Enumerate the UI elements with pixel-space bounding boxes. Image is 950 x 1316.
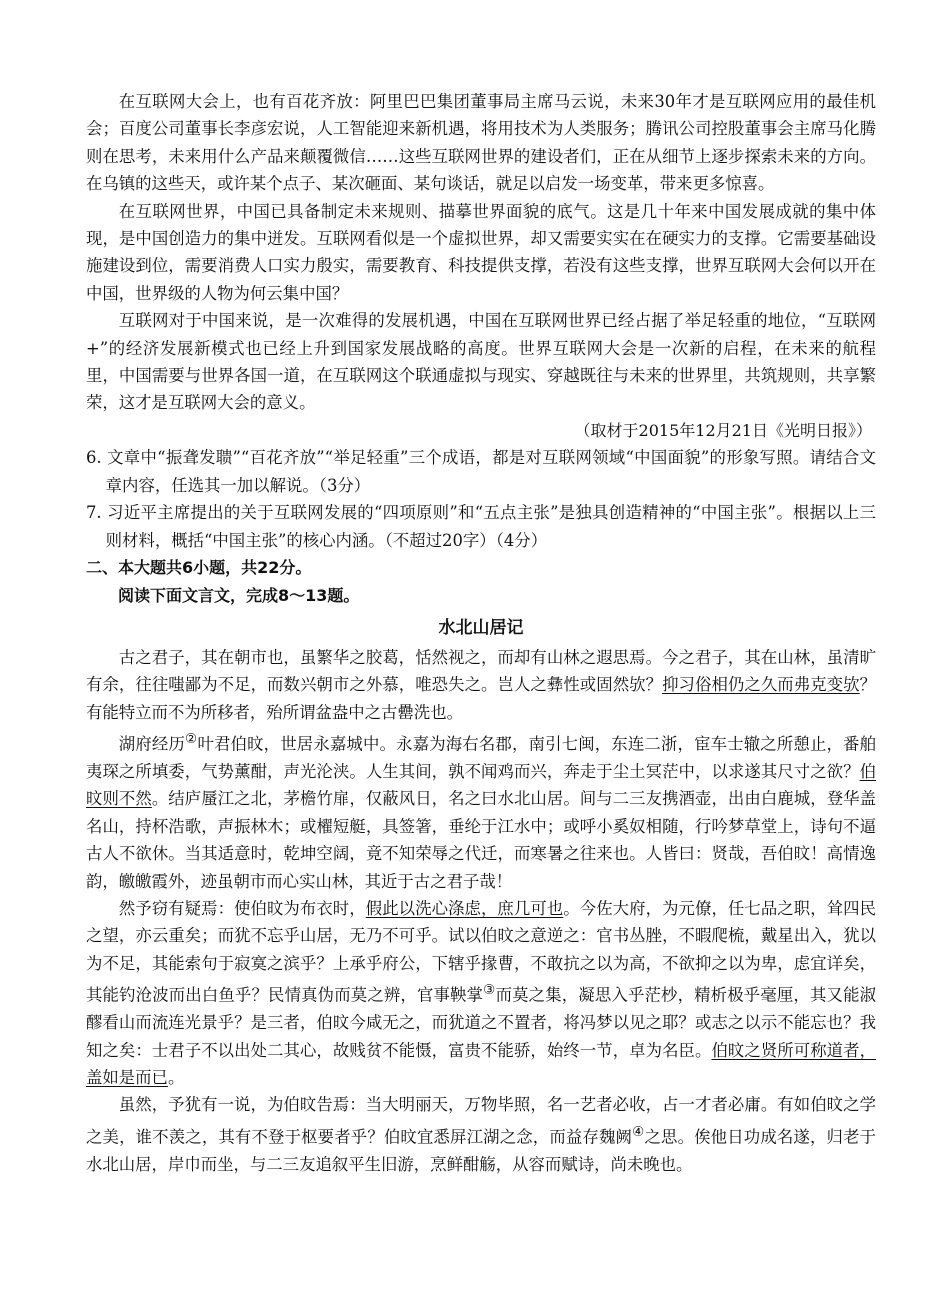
footnote-marker: ③ <box>483 982 496 999</box>
question-7: 7. 习近平主席提出的关于互联网发展的“四项原则”和“五点主张”是独具创造精神的“中国主张”。根据以上三则材料，概括“中国主张”的核心内涵。（不超过20字）（4分） <box>86 503 876 550</box>
text-run: 。 <box>167 1067 185 1087</box>
text-run: 。今佐大府，为元僚，任七品之职，耸四民之望，亦云重矣；而犹不忘乎山居，无乃不可乎。试以伯旼之意逆之：官书丛脞，不暇爬梳，戴星出入，犹以为不足，其能索句于寂寞之滨乎？上承乎府公，下辖乎掾曹，不敢抗之以为高，不欲抑之以为卑，虑宜详矣，其能钓沧波而出白鱼乎？民情真伪而莫之辨，官事鞅掌 <box>86 899 877 1005</box>
underlined-sentence: 抑习俗相仍之久而弗克变欤 <box>662 675 860 695</box>
classical-paragraph-4 <box>86 1091 876 1178</box>
classical-title: 水北山居记 <box>438 617 524 638</box>
text-run: 。结庐蜃江之北，茅檐竹扉，仅蔽风日，名之曰水北山居。间与二三友携酒壶，出由白鹿城，登华盖名山，持杯浩歌，声振林木；或櫂短艇，具签箸，垂纶于江水中；或呼小奚奴相随，行吟梦草堂上，诗句不逼古人不欲休。当其适意时，乾坤空阔，竟不知荣辱之代迁，而寒暑之往来也。人皆曰：贤哉，吾伯旼！高情逸韵，皦皦霞外，迹虽朝市而心实山林，其近于古之君子哉！ <box>86 789 877 891</box>
text-run: 而莫之集，凝思入乎茫杪，精析极乎毫厘，其又能淑醪看山而流连光景乎？是三者，伯旼今咸无之，而犹道之不置者，将冯梦以见之耶？或志之以示不能忘也？我知之矣：士君子不以出处二其心，故贱贫不能慑，富贵不能骄，始终一节，卓为名臣。 <box>86 985 877 1060</box>
footnote-marker: ④ <box>632 1123 645 1140</box>
source-citation: （取材于2015年12月21日《光明日报》） <box>574 420 872 440</box>
classical-paragraph-3 <box>86 895 876 1091</box>
underlined-sentence: 假此以洗心涤虑，庶几可也 <box>365 899 564 919</box>
underlined-sentence: 伯旼之贤所可称道者，盖如是而已 <box>86 1040 876 1087</box>
section-instruction: 阅读下面文言文，完成8～13题。 <box>118 585 360 605</box>
classical-paragraph-2 <box>86 726 876 895</box>
text-run: ？有能特立而不为所移者，殆所谓盆盎中之古罍洗也。 <box>86 675 877 722</box>
passage-paragraph-3: 互联网对于中国来说，是一次难得的发展机遇，中国在互联网世界已经占据了举足轻重的地位，“互联网+”的经济发展新模式也已经上升到国家发展战略的高度。世界互联网大会是一次新的启程，在未来的航程里，中国需要与世界各国一道，在互联网这个联通虚拟与现实、穿越既往与未来的世界里，共筑规则，共享繁荣，这才是互联网大会的意义。 <box>86 311 876 413</box>
exam-page <box>86 88 876 1178</box>
question-6: 6. 文章中“振聋发聩”“百花齐放”“举足轻重”三个成语，都是对互联网领域“中国面貌”的形象写照。请结合文章内容，任选其一加以解说。（3分） <box>86 448 876 495</box>
text-run: 古之君子，其在朝市也，虽繁华之胶葛，恬然视之，而却有山林之遐思焉。今之君子，其在山林，虽清旷有余，往往嗤鄙为不足，而数兴朝市之外慕，唯恐失之。岂人之彝性或固然欤？ <box>86 647 876 695</box>
text-run: 之思。俟他日功成名遂，归老于水北山居，岸巾而坐，与二三友追叙平生旧游，烹鲜酣觞，从容而赋诗，尚未晚也。 <box>86 1127 876 1174</box>
text-run: 湖府经历 <box>118 734 186 754</box>
text-run: 虽然，予犹有一说，为伯旼告焉：当大明丽天，万物毕照，名一艺者必收，占一才者必庸。有如伯旼之学之美，谁不羡之，其有不登于枢要者乎？伯旼宜悉屏江湖之念，而益存魏阙 <box>86 1095 876 1147</box>
footnote-marker: ② <box>185 731 198 748</box>
text-run: 然予窃有疑焉：使伯旼为布衣时， <box>118 899 366 919</box>
passage-paragraph-1: 在互联网大会上，也有百花齐放：阿里巴巴集团董事局主席马云说，未来30年才是互联网应用的最佳机会；百度公司董事长李彦宏说，人工智能迎来新机遇，将用技术为人类服务；腾讯公司控股董事会主席马化腾则在思考，未来用什么产品来颠覆微信……这些互联网世界的建设者们，正在从细节上逐步探索未来的方向。在乌镇的这些天，或许某个点子、某次砸面、某句谈话，就足以启发一场变革，带来更多惊喜。 <box>86 92 876 194</box>
classical-paragraph-1 <box>86 644 876 726</box>
underlined-sentence: 伯旼则不然 <box>86 762 876 809</box>
passage-paragraph-2: 在互联网世界，中国已具备制定未来规则、描摹世界面貌的底气。这是几十年来中国发展成就的集中体现，是中国创造力的集中迸发。互联网看似是一个虚拟世界，却又需要实实在在硬实力的支撑。它需要基础设施建设到位，需要消费人口实力殷实，需要教育、科技提供支撑，若没有这些支撑，世界互联网大会何以开在中国，世界级的人物为何云集中国？ <box>86 201 876 303</box>
section-heading: 二、本大题共6小题，共22分。 <box>86 557 312 577</box>
text-run: 叶君伯旼，世居永嘉城中。永嘉为海右名郡，南引七闽，东连二浙，宦车士辙之所憩止，番舶夷琛之所填委，气势薰酣，声光沦浃。人生其间，孰不闻鸡而兴，奔走于尘土冥茫中，以求遂其尺寸之欲？ <box>86 734 877 781</box>
